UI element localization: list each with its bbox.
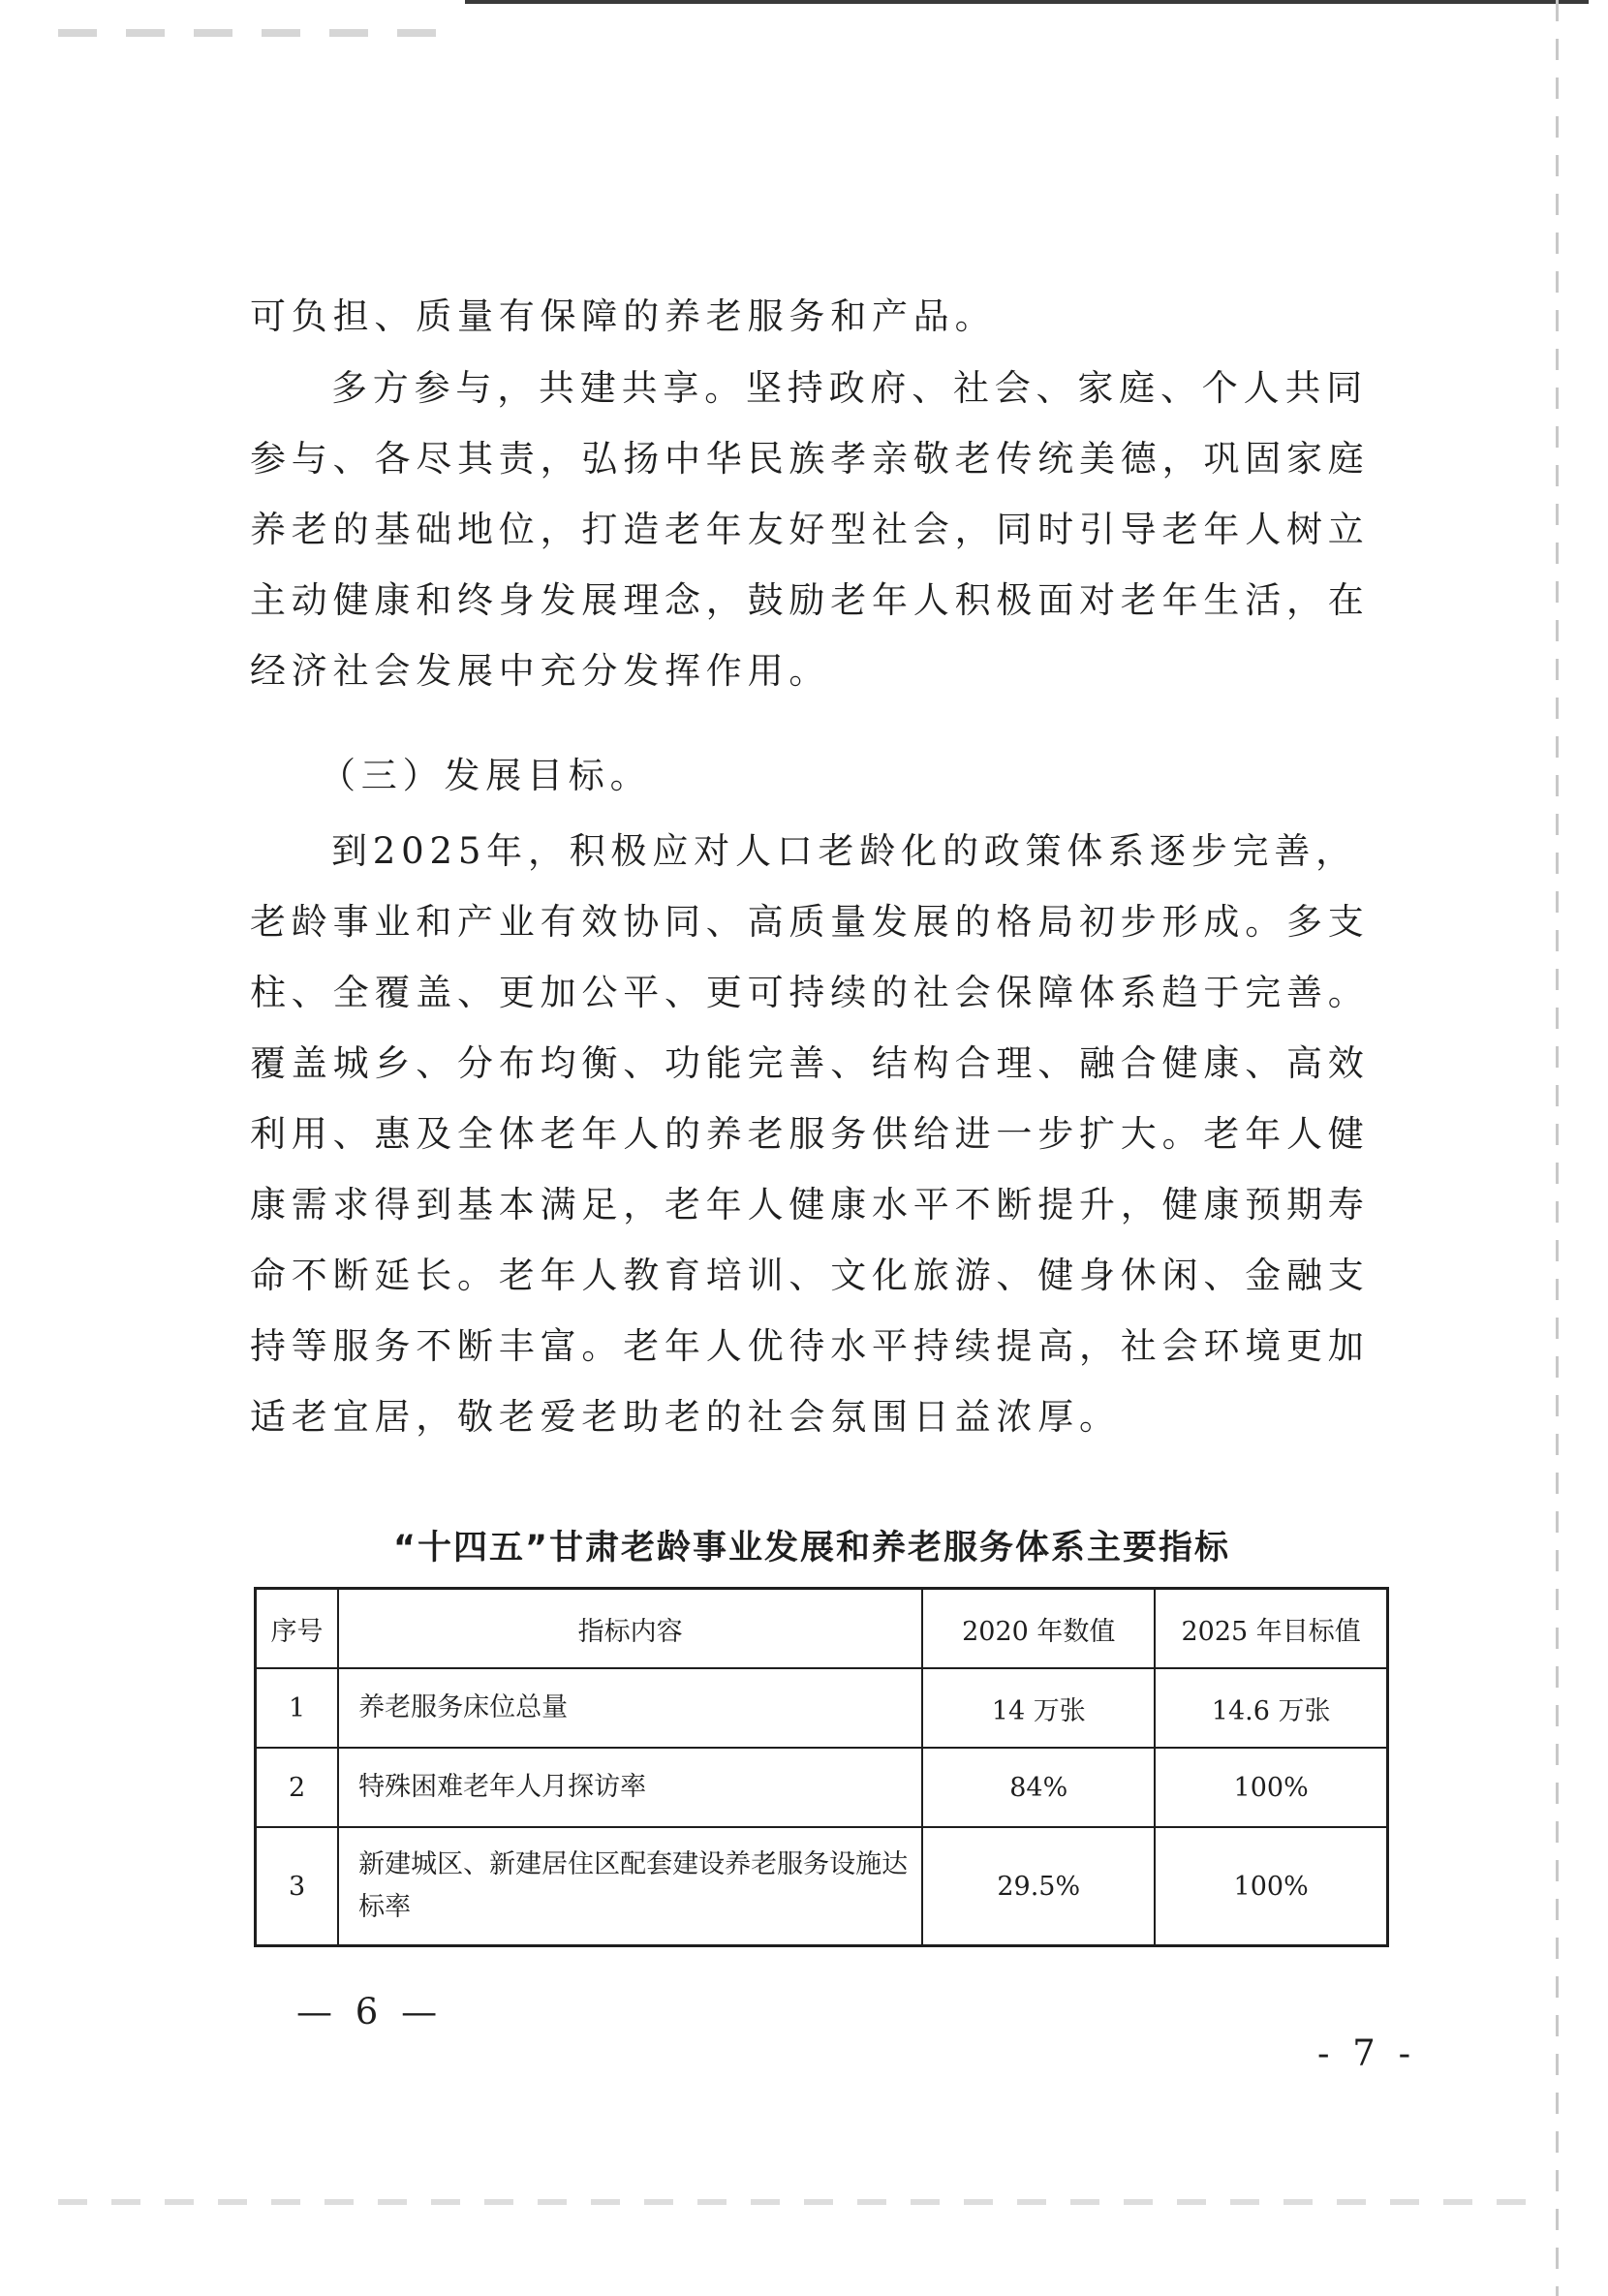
table-row bbox=[256, 1668, 1388, 1748]
cell-serial: 1 bbox=[256, 1668, 339, 1748]
cell-serial: 3 bbox=[256, 1827, 339, 1946]
header-2025-target: 2025 年目标值 bbox=[1155, 1589, 1387, 1669]
paragraph-continuation: 可负担、质量有保障的养老服务和产品。 bbox=[250, 295, 997, 337]
header-indicator: 指标内容 bbox=[338, 1589, 922, 1669]
page-number-left: — 6 — bbox=[296, 1991, 444, 2032]
page-number-right: - 7 - bbox=[1317, 2032, 1417, 2074]
cell-2025-target: 100% bbox=[1155, 1748, 1387, 1827]
scan-artifact-top-edge bbox=[465, 0, 1589, 4]
header-2020-value: 2020 年数值 bbox=[922, 1589, 1155, 1669]
scan-artifact-bottom-edge bbox=[58, 2199, 1550, 2205]
cell-2025-target: 100% bbox=[1155, 1827, 1387, 1946]
indicator-table bbox=[254, 1587, 1389, 1947]
cell-indicator: 养老服务床位总量 bbox=[338, 1668, 922, 1748]
table-row bbox=[256, 1827, 1388, 1946]
cell-indicator: 特殊困难老年人月探访率 bbox=[338, 1748, 922, 1827]
paragraph-principle: 多方参与，共建共享。坚持政府、社会、家庭、个人共同参与、各尽其责，弘扬中华民族孝亲敬老传统美德，巩固家庭养老的基础地位，打造老年友好型社会，同时引导老年人树立主动健康和终身发展理念，鼓励老年人积极面对老年生活，在经济社会发展中充分发挥作用。 bbox=[250, 367, 1370, 692]
table-row bbox=[256, 1748, 1388, 1827]
scan-artifact-right-edge bbox=[1556, 0, 1559, 2296]
section-heading-goals: （三）发展目标。 bbox=[320, 755, 652, 796]
cell-2025-target: 14.6 万张 bbox=[1155, 1668, 1387, 1748]
paragraph-goals: 到2025年，积极应对人口老龄化的政策体系逐步完善，老龄事业和产业有效协同、高质量发展的格局初步形成。多支柱、全覆盖、更加公平、更可持续的社会保障体系趋于完善。覆盖城乡、分布均衡、功能完善、结构合理、融合健康、高效利用、惠及全体老年人的养老服务供给进一步扩大。老年人健康需求得到基本满足，老年人健康水平不断提升，健康预期寿命不断延长。老年人教育培训、文化旅游、健身休闲、金融支持等服务不断丰富。老年人优待水平持续提高，社会环境更加适老宜居，敬老爱老助老的社会氛围日益浓厚。 bbox=[250, 830, 1370, 1438]
cell-2020-value: 29.5% bbox=[922, 1827, 1155, 1946]
cell-2020-value: 84% bbox=[922, 1748, 1155, 1827]
header-serial: 序号 bbox=[256, 1589, 339, 1669]
scan-artifact-top-strip bbox=[58, 29, 465, 37]
cell-indicator: 新建城区、新建居住区配套建设养老服务设施达标率 bbox=[338, 1827, 922, 1946]
table-title: “十四五”甘肃老龄事业发展和养老服务体系主要指标 bbox=[392, 1529, 1230, 1567]
cell-2020-value: 14 万张 bbox=[922, 1668, 1155, 1748]
cell-serial: 2 bbox=[256, 1748, 339, 1827]
table-header-row bbox=[256, 1589, 1388, 1669]
